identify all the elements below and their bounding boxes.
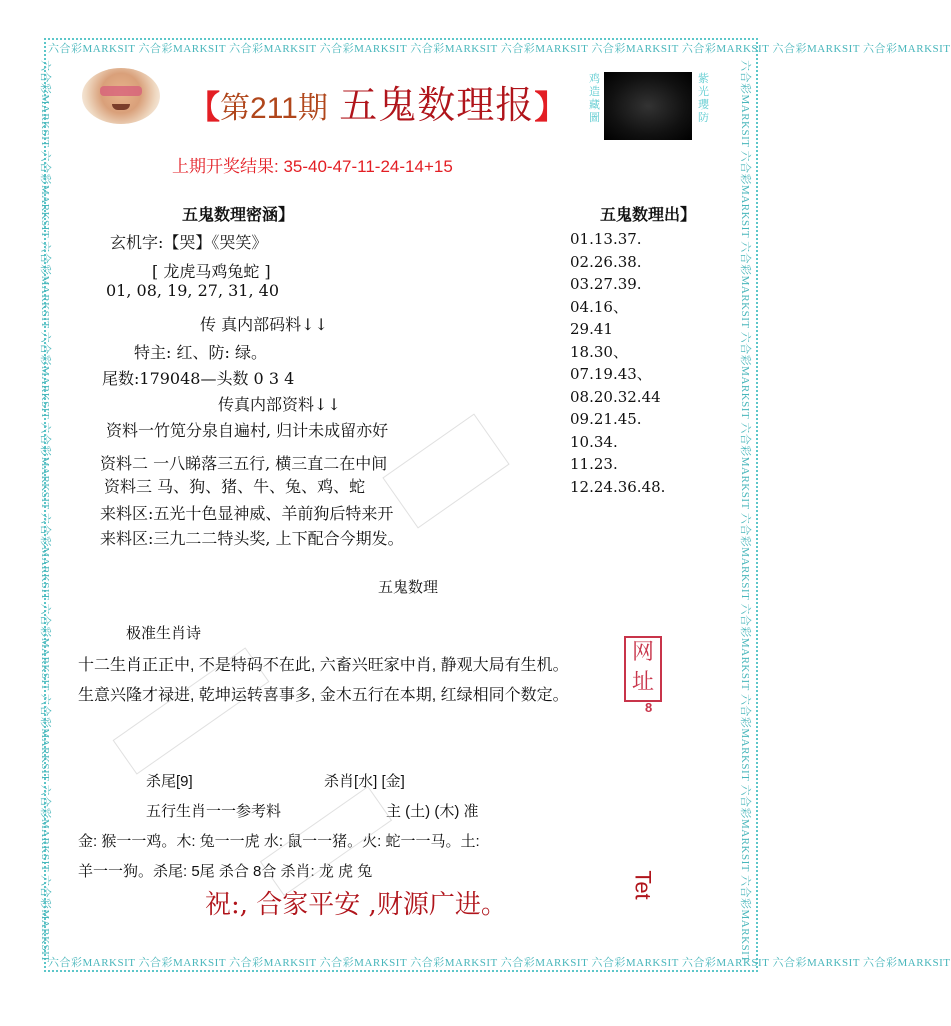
info-line: 资料三 马、狗、猪、牛、兔、鸡、蛇: [104, 477, 366, 496]
poem-title: 极准生肖诗: [126, 625, 202, 642]
section-title: 五鬼数理: [378, 579, 439, 596]
info-line: 资料二 一八睇落三五行, 横三直二在中间: [100, 454, 388, 473]
riddle-word: 玄机字:【哭】《哭笑》: [110, 233, 268, 252]
page-title: 五鬼数理报: [339, 83, 535, 127]
number-list: 01, 08, 19, 27, 31, 40: [106, 281, 280, 300]
number-group: 07.19.43、: [570, 365, 652, 383]
blessing-text: 祝:, 合家平安 ,财源广进。: [205, 890, 507, 920]
five-elements-reference: 五行生肖一一参考料: [146, 803, 282, 820]
poem-line: 生意兴隆才禄进, 乾坤运转喜事多, 金木五行在本期, 红绿相同个数定。: [78, 687, 569, 704]
side-text-right: 紫光瓔防: [698, 72, 709, 124]
poem-line: 十二生肖正正中, 不是特码不在此, 六畜兴旺家中肖, 静观大局有生机。: [78, 657, 569, 674]
border-watermark-right: 六合彩MARKSIT 六合彩MARKSIT 六合彩MARKSIT 六合彩MARKSIT 六合彩MARKSIT 六合彩MARKSIT 六合彩MARKSIT 六合彩MARKSIT 六合彩MARKSIT 六合彩MARKSIT: [739, 60, 751, 963]
border-watermark-bottom: 六合彩MARKSIT 六合彩MARKSIT 六合彩MARKSIT 六合彩MARKSIT 六合彩MARKSIT 六合彩MARKSIT 六合彩MARKSIT 六合彩MARKSIT 六合彩MARKSIT 六合彩MARKSIT: [48, 957, 951, 969]
border-watermark-left: 六合彩MARKSIT 六合彩MARKSIT 六合彩MARKSIT 六合彩MARKSIT 六合彩MARKSIT 六合彩MARKSIT 六合彩MARKSIT 六合彩MARKSIT 六合彩MARKSIT 六合彩MARKSIT: [39, 60, 51, 963]
zodiac-list: [ 龙虎马鸡兔蛇 ]: [152, 262, 271, 281]
bracket-open: 【: [188, 88, 221, 126]
side-stamp-text: Tet: [630, 870, 656, 900]
number-groups: [570, 228, 665, 498]
info-line: 资料一竹笕分泉自遍村, 归计未成留亦好: [106, 421, 389, 440]
number-group: 29.41: [570, 320, 613, 338]
fax-heading-1: 传 真内部码料↓↓: [200, 315, 328, 334]
kill-tail: 杀尾[9]: [146, 773, 193, 790]
avatar-portrait: [82, 68, 160, 124]
side-text-left: 鸡造藏圖: [589, 72, 600, 124]
bracket-close: 】: [534, 88, 567, 126]
left-heading: 五鬼数理密涵】: [182, 205, 295, 224]
elements-line: 金: 猴一一鸡。木: 兔一一虎 水: 鼠一一猪。火: 蛇一一马。土:: [78, 833, 480, 850]
number-group: 01.13.37.: [570, 230, 642, 248]
info-line: 来料区:三九二二特头奖, 上下配合今期发。: [100, 529, 404, 548]
kill-zodiac: 杀肖[水] [金]: [324, 773, 405, 790]
main-elements: 主 (土) (木) 准: [386, 803, 479, 820]
stamp-number: 8: [645, 700, 653, 715]
fax-heading-2: 传真内部资料↓↓: [218, 395, 341, 414]
last-draw-result: 上期开奖结果: 35-40-47-11-24-14+15: [172, 157, 453, 176]
red-stamp: 网址: [624, 636, 662, 702]
number-group: 12.24.36.48.: [570, 477, 666, 496]
number-group: 04.16、: [570, 297, 628, 316]
number-group: 08.20.32.44: [570, 387, 661, 406]
header-title: [188, 74, 566, 129]
number-group: 02.26.38.: [570, 252, 642, 271]
issue-number: 第211期: [220, 92, 328, 125]
number-group: 10.34.: [570, 432, 618, 451]
tail-numbers: 尾数:179048—头数 0 3 4: [102, 369, 295, 388]
number-group: 03.27.39.: [570, 275, 642, 293]
info-line: 来料区:五光十色显神威、羊前狗后特来开: [100, 504, 394, 523]
elements-line: 羊一一狗。杀尾: 5尾 杀合 8合 杀肖: 龙 虎 兔: [78, 863, 373, 880]
border-watermark-top: 六合彩MARKSIT 六合彩MARKSIT 六合彩MARKSIT 六合彩MARKSIT 六合彩MARKSIT 六合彩MARKSIT 六合彩MARKSIT 六合彩MARKSIT 六合彩MARKSIT 六合彩MARKSIT: [48, 43, 951, 55]
qr-code-image: [604, 72, 692, 140]
number-group: 09.21.45.: [570, 410, 642, 428]
special-color: 特主: 红、防: 绿。: [134, 343, 267, 362]
right-heading: 五鬼数理出】: [600, 205, 697, 224]
number-group: 18.30、: [570, 342, 628, 361]
number-group: 11.23.: [570, 455, 618, 473]
